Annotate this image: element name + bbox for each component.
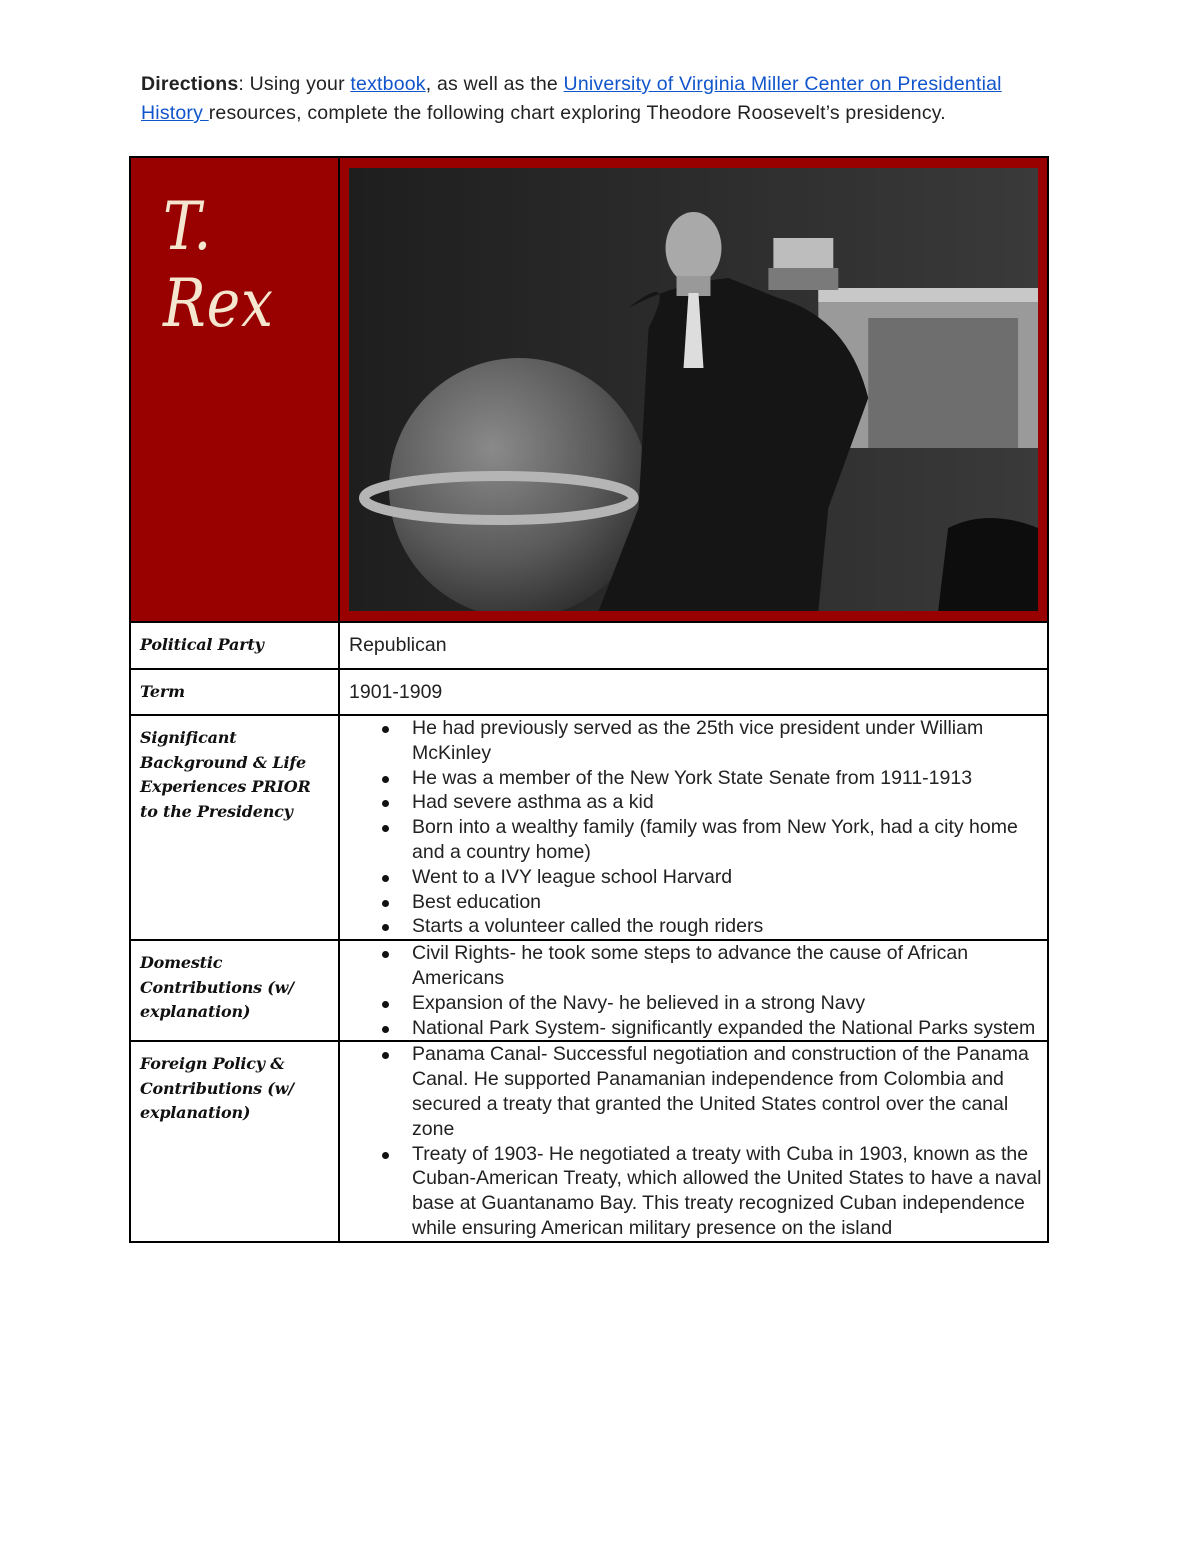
list-item: He was a member of the New York State Senate from 1911-1913 xyxy=(412,766,1047,791)
list-item: Starts a volunteer called the rough riders xyxy=(412,914,1047,939)
domestic-label: Domestic Contributions (w/ explanation) xyxy=(140,953,294,1022)
list-item: Born into a wealthy family (family was from New York, had a city home and a country home) xyxy=(412,815,1047,865)
domestic-value-cell xyxy=(339,940,1048,1041)
background-label-cell xyxy=(130,715,339,940)
term-label-cell xyxy=(130,669,339,716)
foreign-value-cell xyxy=(339,1041,1048,1241)
directions-text: , as well as the xyxy=(425,73,564,95)
political-party-value-cell xyxy=(339,622,1048,669)
term-label: Term xyxy=(140,681,185,701)
background-row xyxy=(130,715,1048,940)
miller-center-link[interactable]: University of Virginia Miller Center on Presidential History xyxy=(141,73,1002,124)
domestic-list xyxy=(340,941,1047,1040)
foreign-label: Foreign Policy & Contributions (w/ explanation) xyxy=(140,1054,294,1123)
directions-label: Directions xyxy=(141,73,239,95)
textbook-link[interactable]: textbook xyxy=(350,73,426,95)
list-item: He had previously served as the 25th vice president under William McKinley xyxy=(412,716,1047,766)
directions-text: resources, complete the following chart exploring Theodore Roosevelt’s presidency. xyxy=(208,102,946,124)
political-party-row xyxy=(130,622,1048,669)
header-row xyxy=(130,157,1048,622)
background-list xyxy=(340,716,1047,939)
list-item: Civil Rights- he took some steps to advance the cause of African Americans xyxy=(412,941,1047,991)
term-value-cell xyxy=(339,669,1048,716)
title-cell xyxy=(130,157,339,622)
domestic-label-cell xyxy=(130,940,339,1041)
roosevelt-chart xyxy=(129,156,1049,1243)
foreign-row xyxy=(130,1041,1048,1241)
term-row xyxy=(130,669,1048,716)
directions-text: : Using your xyxy=(238,73,351,95)
list-item: Went to a IVY league school Harvard xyxy=(412,865,1047,890)
background-value-cell xyxy=(339,715,1048,940)
directions-paragraph xyxy=(141,70,1041,128)
background-label: Significant Background & Life Experiences PRIOR to the Presidency xyxy=(140,728,311,821)
roosevelt-portrait-photo xyxy=(349,168,1038,611)
foreign-list xyxy=(340,1042,1047,1240)
term-value: 1901-1909 xyxy=(349,680,443,703)
political-party-label-cell xyxy=(130,622,339,669)
photo-cell xyxy=(339,157,1048,622)
foreign-label-cell xyxy=(130,1041,339,1241)
list-item: Best education xyxy=(412,890,1047,915)
chart-title: T. Rex xyxy=(163,188,274,342)
list-item: National Park System- significantly expanded the National Parks system xyxy=(412,1016,1047,1041)
list-item: Panama Canal- Successful negotiation and construction of the Panama Canal. He supported Panamanian independence from Colombia and secured a treaty that granted the United States control over the canal zone xyxy=(412,1042,1047,1141)
domestic-row xyxy=(130,940,1048,1041)
political-party-value: Republican xyxy=(349,634,447,656)
political-party-label: Political Party xyxy=(140,635,264,654)
list-item: Had severe asthma as a kid xyxy=(412,790,1047,815)
list-item: Expansion of the Navy- he believed in a strong Navy xyxy=(412,991,1047,1016)
list-item: Treaty of 1903- He negotiated a treaty with Cuba in 1903, known as the Cuban-American Treaty, which allowed the United States to have a naval base at Guantanamo Bay. This treaty recognized Cuban independence while ensuring American military presence on the island xyxy=(412,1142,1047,1241)
portrait-photo-icon xyxy=(349,168,1038,611)
